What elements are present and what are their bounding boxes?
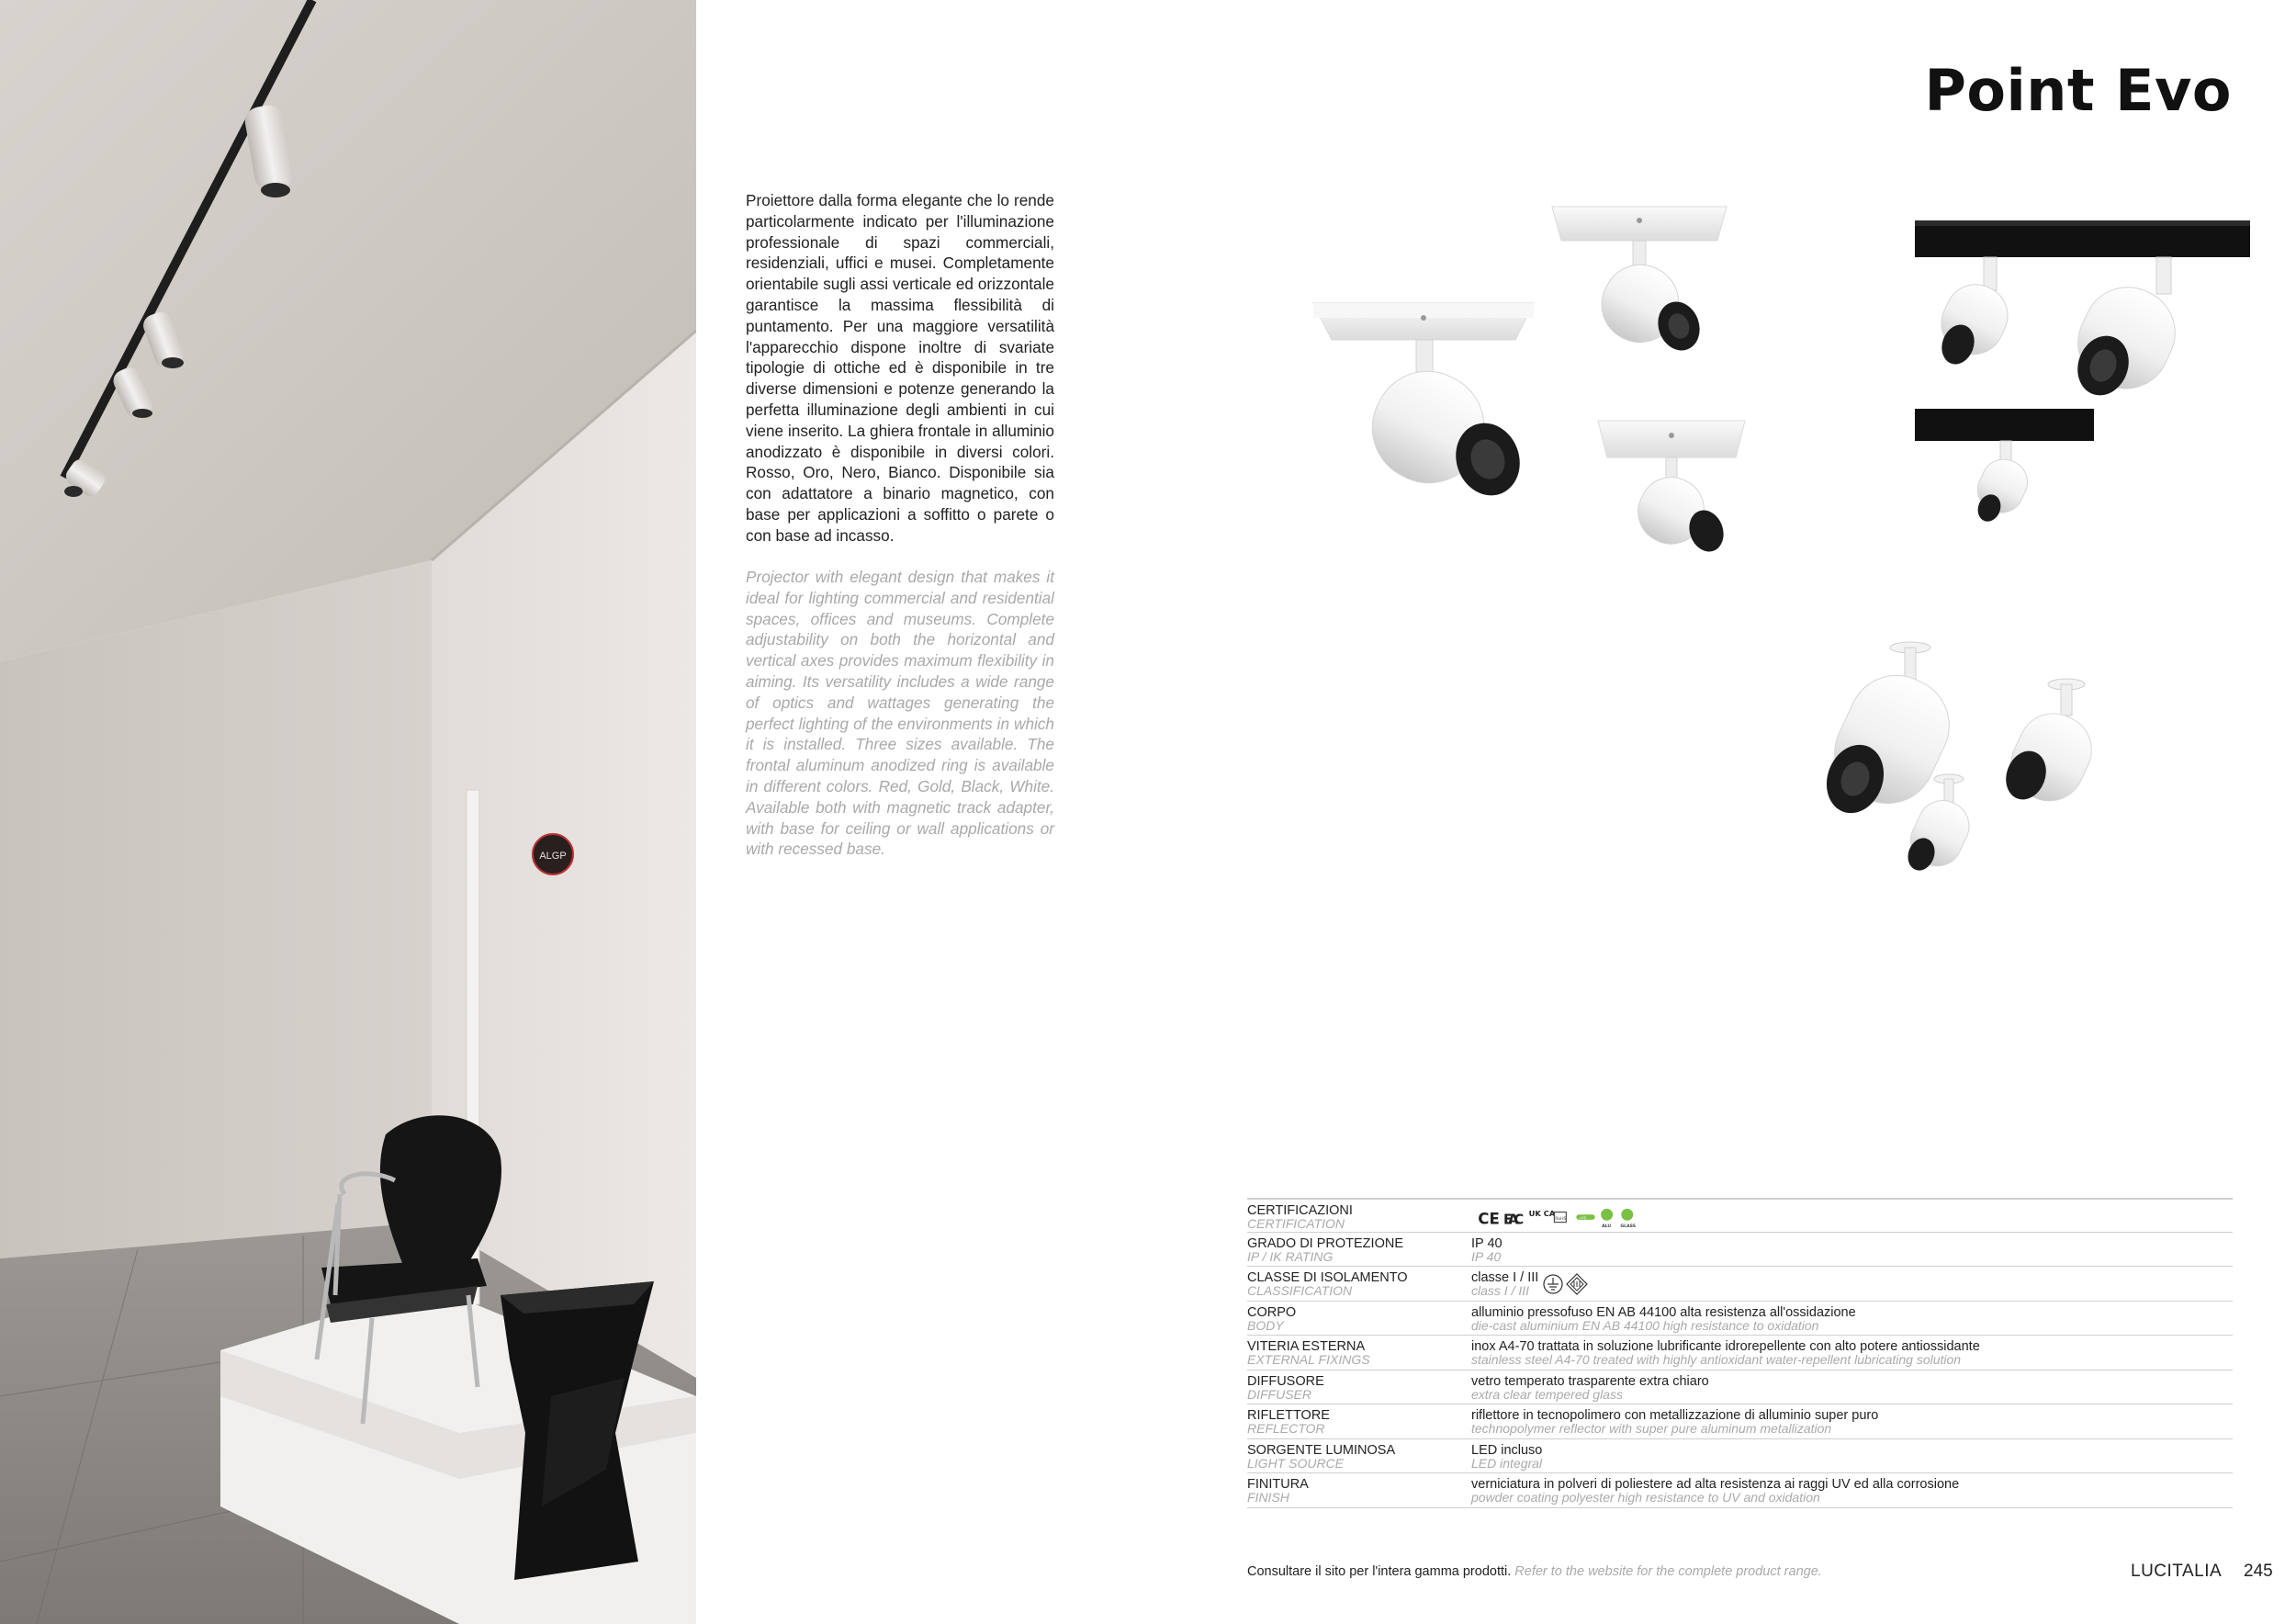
spec-value-en: technopolymer reflector with super pure aluminum metallization <box>1471 1421 1832 1436</box>
spec-label-en: DIFFUSER <box>1247 1386 1311 1402</box>
spec-value: alluminio pressofuso EN AB 44100 alta resistenza all'ossidazione <box>1471 1304 1856 1320</box>
spec-label-en: IP / IK RATING <box>1247 1248 1334 1264</box>
spec-value: vetro temperato trasparente extra chiaro <box>1471 1373 1709 1389</box>
spec-label: VITERIA ESTERNA <box>1247 1339 1366 1354</box>
spec-row-diffuser <box>1247 1370 2233 1405</box>
spec-label-en: BODY <box>1247 1317 1284 1333</box>
ce-mark-icon: CE <box>1478 1210 1500 1228</box>
spec-row-reflector <box>1247 1404 2233 1439</box>
spec-row-light-source <box>1247 1439 2233 1474</box>
page-number: 245 <box>2244 1562 2273 1581</box>
spec-value-en: die-cast aluminium EN AB 44100 high resistance to oxidation <box>1471 1317 1819 1333</box>
recycle-alu-icon <box>1601 1209 1613 1229</box>
spec-label-en: EXTERNAL FIXINGS <box>1247 1352 1370 1367</box>
spec-row-certification <box>1247 1198 2233 1233</box>
spec-value-en: powder coating polyester high resistance to UV and oxidation <box>1471 1490 1820 1505</box>
product-renders <box>1267 165 2250 900</box>
brand-name: LUCITALIA <box>2131 1562 2223 1581</box>
spec-label-en: CERTIFICATION <box>1247 1216 1345 1231</box>
footer-note-english: Refer to the website for the complete product range. <box>1514 1564 1822 1579</box>
spec-row-body <box>1247 1302 2233 1336</box>
spec-label-en: REFLECTOR <box>1247 1421 1325 1436</box>
spec-value: LED incluso <box>1471 1442 1543 1458</box>
spec-label-en: FINISH <box>1247 1490 1289 1505</box>
page-title: Point Evo <box>1924 57 2232 124</box>
led-icon <box>1576 1214 1594 1220</box>
certification-icons <box>1471 1207 1646 1229</box>
ceiling-spot-small <box>1598 421 1745 557</box>
spec-row-external-fixings <box>1247 1336 2233 1370</box>
spec-value-en: class I / III <box>1471 1283 1530 1298</box>
rohs-icon <box>1554 1212 1566 1223</box>
spec-label: SORGENTE LUMINOSA <box>1247 1442 1396 1458</box>
svg-text:LED: LED <box>1580 1215 1587 1220</box>
spec-value-en: IP 40 <box>1471 1248 1502 1264</box>
svg-text:UK CA: UK CA <box>1528 1209 1556 1219</box>
svg-text:RoHS: RoHS <box>1555 1216 1567 1222</box>
spec-table <box>1247 1198 2233 1508</box>
spec-value-en: LED integral <box>1471 1455 1543 1471</box>
spec-row-finish <box>1247 1473 2233 1508</box>
spec-row-classification <box>1247 1267 2233 1302</box>
spec-value: IP 40 <box>1471 1235 1503 1251</box>
earth-symbol-icon <box>1544 1275 1562 1293</box>
classification-icons <box>1543 1272 1594 1296</box>
recycle-glass-icon <box>1620 1209 1636 1229</box>
sign-text: ALGP <box>539 851 567 862</box>
spec-value-en: stainless steel A4-70 treated with highly antioxidant water-repellent lubricating solution <box>1471 1352 1962 1367</box>
footer-note-italian: Consultare il sito per l'intera gamma prodotti. <box>1247 1564 1512 1579</box>
showroom-photo <box>0 0 696 1624</box>
ceiling-spot-medium <box>1552 207 1727 356</box>
spec-value: classe I / III <box>1471 1270 1539 1285</box>
spec-label: CLASSE DI ISOLAMENTO <box>1247 1270 1408 1285</box>
spec-label: DIFFUSORE <box>1247 1373 1324 1389</box>
eac-mark-icon: EAC <box>1503 1212 1525 1228</box>
ceiling-spot-large <box>1313 303 1534 504</box>
spec-label: RIFLETTORE <box>1247 1408 1330 1423</box>
spec-label: FINITURA <box>1247 1477 1309 1492</box>
spec-value: verniciatura in polveri di poliestere ad alta resistenza ai raggi UV ed alla corrosione <box>1471 1477 1960 1492</box>
track-spot-single <box>1915 409 2094 524</box>
recessed-spots <box>1818 642 2103 874</box>
spec-label: GRADO DI PROTEZIONE <box>1247 1235 1403 1251</box>
ukca-mark-icon <box>1529 1209 1556 1218</box>
spec-value-en: extra clear tempered glass <box>1471 1386 1623 1402</box>
spec-label-en: LIGHT SOURCE <box>1247 1455 1345 1471</box>
spec-row-ip-rating <box>1247 1233 2233 1268</box>
spec-value: riflettore in tecnopolimero con metallizzazione di alluminio super puro <box>1471 1408 1879 1423</box>
description-italian: Proiettore dalla forma elegante che lo rende particolarmente indicato per l'illuminazione professionale di spazi commerciali, residenziali, uffici e musei. Completamente orientabile sugli assi verticale ed orizzontale garantisce la massima flessibilità di puntamento. Per una maggiore versatilità l'apparecchio dispone inoltre di svariate tipologie di ottiche ed è disponibile in tre diverse dimensioni e potenze generando la perfetta illuminazione degli ambienti in cui viene inserito. La ghiera frontale in alluminio anodizzato è disponibile in diversi colori. Rosso, Oro, Nero, Bianco. Disponibile sia con adattatore a binario magnetico, con base per applicazioni a soffitto o parete o con base ad incasso. <box>746 191 1054 545</box>
description-english: Projector with elegant design that makes it ideal for lighting commercial and residential spaces, offices and museums. Complete adjustability on both the horizontal and vertical axes provides maximum flexibility in aiming. Its versatility includes a wide range of optics and wattages generating the perfect lighting of the environments in which it is installed. Three sizes available. The frontal aluminum anodized ring is available in different colors. Red, Gold, Black, White. Available both with magnetic track adapter, with base for ceiling or wall applications or with recessed base. <box>746 568 1054 859</box>
spec-label: CERTIFICAZIONI <box>1247 1203 1353 1218</box>
spec-label: CORPO <box>1247 1304 1297 1320</box>
class-iii-icon <box>1567 1274 1587 1294</box>
svg-text:ALU: ALU <box>1602 1224 1612 1229</box>
spec-label-en: CLASSIFICATION <box>1247 1283 1353 1298</box>
footer-note <box>1247 1564 1822 1579</box>
spec-value: inox A4-70 trattata in soluzione lubrificante idrorepellente con alto potere antiossidante <box>1471 1339 1980 1354</box>
track-spot-pair <box>1915 220 2250 403</box>
svg-text:GLASS: GLASS <box>1620 1224 1637 1229</box>
